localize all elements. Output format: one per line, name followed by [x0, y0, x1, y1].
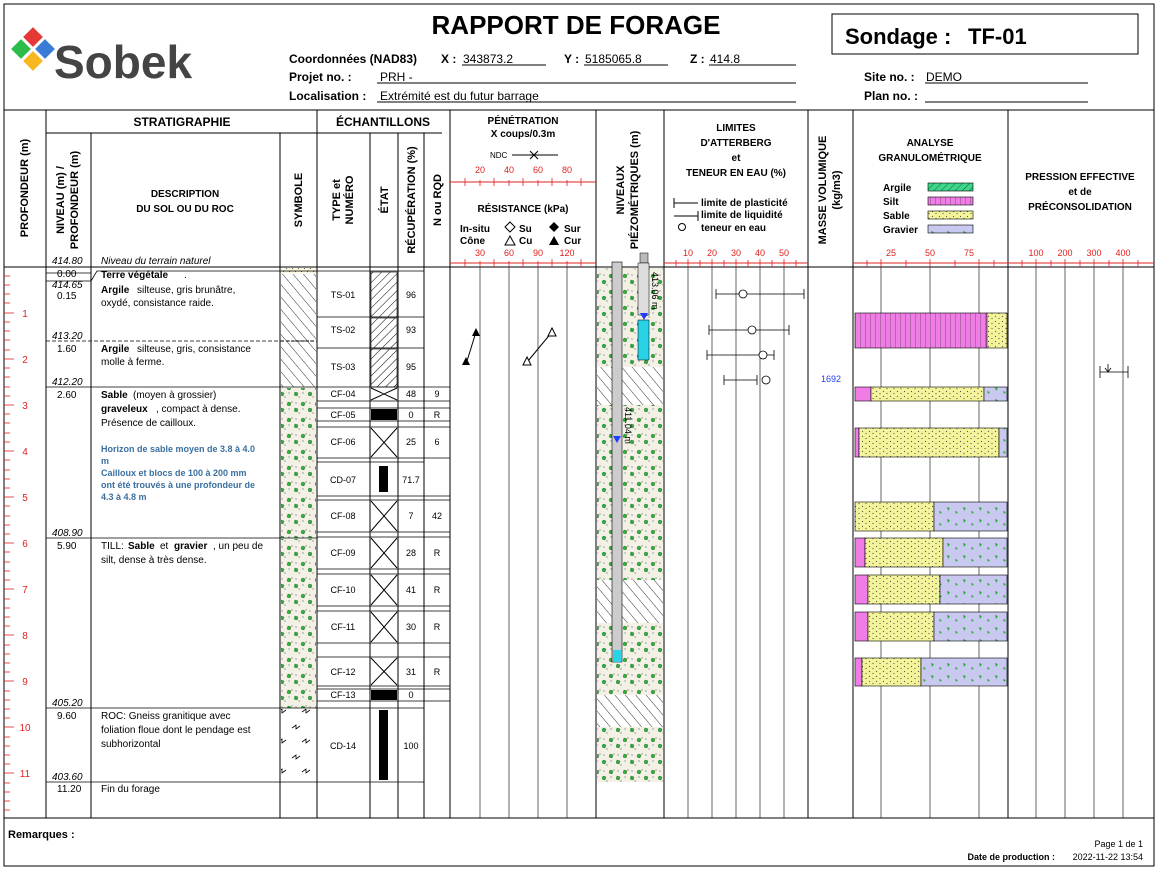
depth-tick: 1 [22, 309, 28, 320]
logo-text: Sobek [54, 36, 193, 88]
sample-rec: 31 [405, 667, 417, 677]
att-tick: 40 [754, 248, 766, 258]
sur-label: Sur [564, 224, 581, 235]
col-state: ÉTAT [379, 186, 391, 214]
y-label: Y : [564, 52, 580, 66]
gran-gravier [934, 612, 1007, 641]
layer-desc: . [184, 270, 187, 281]
site-label: Site no. : [864, 70, 915, 84]
sample-id: CD-07 [329, 475, 357, 485]
layer-desc2: , un peu de [213, 541, 264, 552]
col-type: TYPE et [331, 179, 343, 221]
depth-tick: 5 [22, 493, 28, 504]
cu-symbol [505, 236, 515, 245]
col-strat: STRATIGRAPHIE [133, 115, 231, 129]
granulometry-bars [855, 313, 1007, 686]
sample-rec: 71.7 [402, 475, 420, 485]
x-value: 343873.2 [463, 52, 514, 66]
col-number: NUMÉRO [344, 175, 356, 225]
layer-note: m [101, 456, 110, 466]
layer-desc-bold2: gravier [174, 541, 208, 552]
borehole-label: Sondage : [845, 24, 952, 49]
sample-id: CF-11 [330, 622, 356, 632]
gran-sable [868, 612, 934, 641]
gran-silt [855, 658, 862, 686]
layer-desc-bold2: graveleux [101, 404, 148, 415]
layer-desc: ROC: Gneiss granitique avec [101, 711, 231, 722]
remarks-label: Remarques : [8, 829, 75, 841]
sample-rec: 41 [405, 585, 417, 595]
logo [11, 27, 192, 88]
sample-n: R [433, 585, 441, 595]
col-recovery: RÉCUPÉRATION (%) [406, 146, 418, 254]
layer-desc3: silt, dense à très dense. [101, 555, 207, 566]
gran-sable [862, 658, 921, 686]
gran-axis [853, 248, 1008, 267]
res-axis [450, 248, 596, 267]
layer-level: 405.20 [52, 698, 83, 709]
depth-tick: 6 [22, 539, 28, 550]
sample-id: CF-10 [330, 585, 356, 595]
layer-depth: 2.60 [57, 390, 77, 401]
ground-level: 414.80 [52, 256, 83, 267]
sur-symbol [549, 222, 559, 232]
sample-n: 9 [434, 389, 440, 399]
depth-tick: 8 [22, 631, 28, 642]
sample-states [371, 272, 397, 780]
res-tick: 120 [559, 248, 575, 258]
z-value: 414.8 [710, 52, 741, 66]
layer-desc: silteuse, gris, consistance [137, 344, 251, 355]
layer-level: 403.60 [52, 772, 83, 783]
layer-desc-bold: Argile [101, 285, 130, 296]
gran-silt [855, 575, 868, 604]
ndc-label: NDC [490, 151, 508, 160]
layer-desc2: , compact à dense. [156, 404, 241, 415]
gran-sable [987, 313, 1007, 348]
location-label: Localisation : [289, 89, 367, 103]
gran-tick: 50 [924, 248, 936, 258]
layer-note: Cailloux et blocs de 100 à 200 mm [101, 468, 247, 478]
att-w: teneur en eau [701, 223, 767, 234]
sample-row [330, 475, 420, 485]
col-piezo2: PIÉZOMÉTRIQUES (m) [629, 130, 641, 250]
cu-label: Cu [519, 236, 533, 247]
su-label: Su [519, 224, 532, 235]
gran-legend-gravier: Gravier [883, 225, 919, 236]
pen-axis [450, 165, 596, 186]
col-level-depth: PROFONDEUR (m) [69, 150, 81, 250]
layer-note: Horizon de sable moyen de 3.8 à 4.0 [101, 444, 256, 454]
depth-tick: 9 [22, 677, 28, 688]
layer-desc2: molle à ferme. [101, 357, 165, 368]
layer-desc: (moyen à grossier) [133, 390, 217, 401]
depth-tick: 10 [19, 723, 31, 734]
borehole-id: TF-01 [968, 24, 1027, 49]
gran-sable [871, 387, 984, 401]
layer-desc2: oxydé, consistance raide. [101, 298, 214, 309]
col-desc1: DESCRIPTION [150, 189, 220, 200]
cur-symbol [549, 236, 559, 245]
ground-label: Niveau du terrain naturel [101, 256, 211, 267]
layer-level: 408.90 [52, 528, 83, 539]
res-tick: 90 [532, 248, 544, 258]
sample-n: R [433, 667, 441, 677]
press-tick: 400 [1115, 248, 1131, 258]
press-axis [1008, 248, 1154, 267]
col-piezo1: NIVEAUX [615, 165, 627, 215]
sample-id: CF-12 [330, 667, 356, 677]
sample-rec: 96 [405, 290, 417, 300]
press-title1: PRESSION EFFECTIVE [1025, 172, 1135, 183]
gran-legend-silt: Silt [883, 197, 899, 208]
cu-point [548, 328, 556, 336]
resist-title: RÉSISTANCE (kPa) [477, 204, 569, 215]
page-number: Page 1 de 1 [1094, 839, 1143, 849]
layer-desc-bold: Sable [128, 541, 155, 552]
cur-point [462, 357, 470, 365]
layer-5 [52, 541, 263, 709]
layer-level: 412.20 [52, 377, 83, 388]
report-title: RAPPORT DE FORAGE [431, 10, 721, 40]
res-tick: 60 [503, 248, 515, 258]
layer-depth: 11.20 [57, 784, 82, 795]
piezo-level-1: 413.06 m [650, 272, 660, 310]
gran-silt [855, 428, 859, 457]
col-desc2: DU SOL OU DU ROC [136, 204, 234, 215]
gran-legend-argile: Argile [883, 183, 912, 194]
production-label: Date de production : [967, 852, 1055, 862]
sample-rec: 30 [405, 622, 417, 632]
gran-sable [855, 502, 934, 531]
sample-row [330, 511, 442, 521]
sample-rec: 100 [403, 741, 419, 751]
gran-gravier [940, 575, 1007, 604]
col-mass2: (kg/m3) [831, 170, 843, 210]
sample-rec: 48 [405, 389, 417, 399]
sample-n: R [433, 410, 441, 420]
layer-level: 414.65 [52, 280, 83, 291]
att-lp: limite de plasticité [701, 198, 788, 209]
graph-gridlines [480, 267, 1123, 818]
pen-tick: 60 [532, 165, 544, 175]
y-value: 5185065.8 [585, 52, 642, 66]
layer-desc3: subhorizontal [101, 739, 161, 750]
layer-3 [52, 344, 251, 388]
sample-id: TS-03 [330, 362, 356, 372]
coords-label: Coordonnées (NAD83) [289, 52, 418, 66]
layer-depth: 5.90 [57, 541, 77, 552]
x-label: X : [441, 52, 457, 66]
sample-rec: 28 [405, 548, 417, 558]
sample-id: CF-04 [330, 389, 356, 399]
sample-n: R [433, 548, 441, 558]
layer-2 [52, 285, 235, 342]
gran-gravier [921, 658, 1007, 686]
press-title2: et de [1068, 187, 1092, 198]
gran-gravier [984, 387, 1007, 401]
gran-title1: ANALYSE [906, 138, 954, 149]
gran-tick: 75 [963, 248, 975, 258]
att-tick: 10 [682, 248, 694, 258]
layer-desc-bold: Sable [101, 390, 128, 401]
gran-gravier [934, 502, 1007, 531]
gran-gravier [943, 538, 1007, 567]
layer-depth: 9.60 [57, 711, 77, 722]
gran-sable [865, 538, 943, 567]
symbol-column [281, 268, 316, 782]
sample-id: CF-08 [330, 511, 356, 521]
gran-legend-sable: Sable [883, 211, 910, 222]
density-value: 1692 [820, 374, 842, 384]
z-label: Z : [690, 52, 705, 66]
depth-scale [4, 276, 31, 810]
res-tick: 30 [474, 248, 486, 258]
press-title3: PRÉCONSOLIDATION [1028, 202, 1132, 213]
att-ll: limite de liquidité [701, 210, 783, 221]
sample-id: CF-05 [330, 410, 356, 420]
sample-id: TS-01 [330, 290, 356, 300]
press-tick: 200 [1057, 248, 1073, 258]
layer-7 [57, 784, 160, 795]
layer-desc: Fin du forage [101, 784, 160, 795]
cone-label: Cône [460, 236, 485, 247]
layer-desc3: Présence de cailloux. [101, 418, 197, 429]
col-depth: PROFONDEUR (m) [19, 138, 31, 238]
press-tick: 300 [1086, 248, 1102, 258]
depth-tick: 2 [22, 355, 28, 366]
att-title3: et [731, 153, 741, 164]
atterberg-plot [707, 289, 804, 385]
depth-tick: 11 [19, 769, 31, 780]
layer-4 [52, 390, 255, 539]
layer-6 [52, 711, 251, 783]
pen-tick: 80 [561, 165, 573, 175]
layer-level: 413.20 [52, 331, 83, 342]
layer-desc-bold: Argile [101, 344, 130, 355]
gran-silt [855, 387, 871, 401]
sample-id: CF-13 [330, 690, 356, 700]
site-value: DEMO [926, 70, 962, 84]
att-title2: D'ATTERBERG [700, 138, 772, 149]
production-date: 2022-11-22 13:54 [1072, 852, 1143, 862]
layer-depth-b: 0.15 [57, 291, 77, 302]
depth-tick: 4 [22, 447, 28, 458]
att-title1: LIMITES [716, 123, 756, 134]
layer-note: ont été trouvés à une profondeur de [101, 480, 256, 490]
gran-title2: GRANULOMÉTRIQUE [878, 153, 982, 164]
layer-depth: 1.60 [57, 344, 77, 355]
plan-label: Plan no. : [864, 89, 918, 103]
sample-rec: 25 [405, 437, 417, 447]
layer-desc2: foliation floue dont le pendage est [101, 725, 251, 736]
sample-row [330, 741, 419, 751]
col-level: NIVEAU (m) / [55, 166, 67, 234]
sample-id: CF-09 [330, 548, 356, 558]
layer-depth: 0.00 [57, 269, 77, 280]
gran-silt [855, 538, 865, 567]
sample-id: TS-02 [330, 325, 356, 335]
col-nrqd: N ou RQD [432, 174, 444, 226]
gran-tick: 25 [885, 248, 897, 258]
su-symbol [505, 222, 515, 232]
insitu-label: In-situ [460, 224, 490, 235]
depth-tick: 7 [22, 585, 28, 596]
pen-tick: 40 [503, 165, 515, 175]
col-symbol: SYMBOLE [293, 172, 305, 228]
att-axis [664, 248, 808, 267]
sample-rec: 0 [408, 690, 414, 700]
att-tick: 30 [730, 248, 742, 258]
depth-tick: 3 [22, 401, 28, 412]
sample-id: CF-06 [330, 437, 356, 447]
sample-rec: 7 [408, 511, 414, 521]
gran-sable [868, 575, 940, 604]
project-value: PRH - [380, 70, 413, 84]
cur-point [472, 328, 480, 336]
att-tick: 20 [706, 248, 718, 258]
sample-n: R [433, 622, 441, 632]
cur-label: Cur [564, 236, 582, 247]
sample-id: CD-14 [329, 741, 357, 751]
layer-desc-mid: et [160, 541, 169, 552]
layer-desc-bold: Terre végétale [101, 270, 169, 281]
layer-desc: silteuse, gris brunâtre, [137, 285, 236, 296]
att-title4: TENEUR EN EAU (%) [685, 168, 787, 179]
sample-n: 6 [434, 437, 440, 447]
location-value: Extrémité est du futur barrage [380, 89, 539, 103]
gran-silt [855, 612, 868, 641]
press-tick: 100 [1028, 248, 1044, 258]
sample-rec: 93 [405, 325, 417, 335]
piezometer [597, 253, 663, 782]
pen-title: PÉNÉTRATION [487, 116, 559, 127]
col-samples: ÉCHANTILLONS [336, 115, 430, 129]
gran-sable [859, 428, 999, 457]
sample-rec: 95 [405, 362, 417, 372]
sample-n: 42 [431, 511, 443, 521]
pressure-plot [1100, 364, 1128, 378]
att-tick: 50 [778, 248, 790, 258]
col-mass1: MASSE VOLUMIQUE [817, 135, 829, 245]
sample-rec: 0 [408, 410, 414, 420]
layer-desc: TILL: [101, 541, 124, 552]
layer-note: 4.3 à 4.8 m [101, 492, 147, 502]
pen-subtitle: X coups/0.3m [490, 129, 556, 140]
pen-tick: 20 [474, 165, 486, 175]
gran-silt [855, 313, 987, 348]
gran-gravier [999, 428, 1007, 457]
piezo-level-2: 411.04 m [623, 407, 633, 444]
project-label: Projet no. : [289, 70, 352, 84]
